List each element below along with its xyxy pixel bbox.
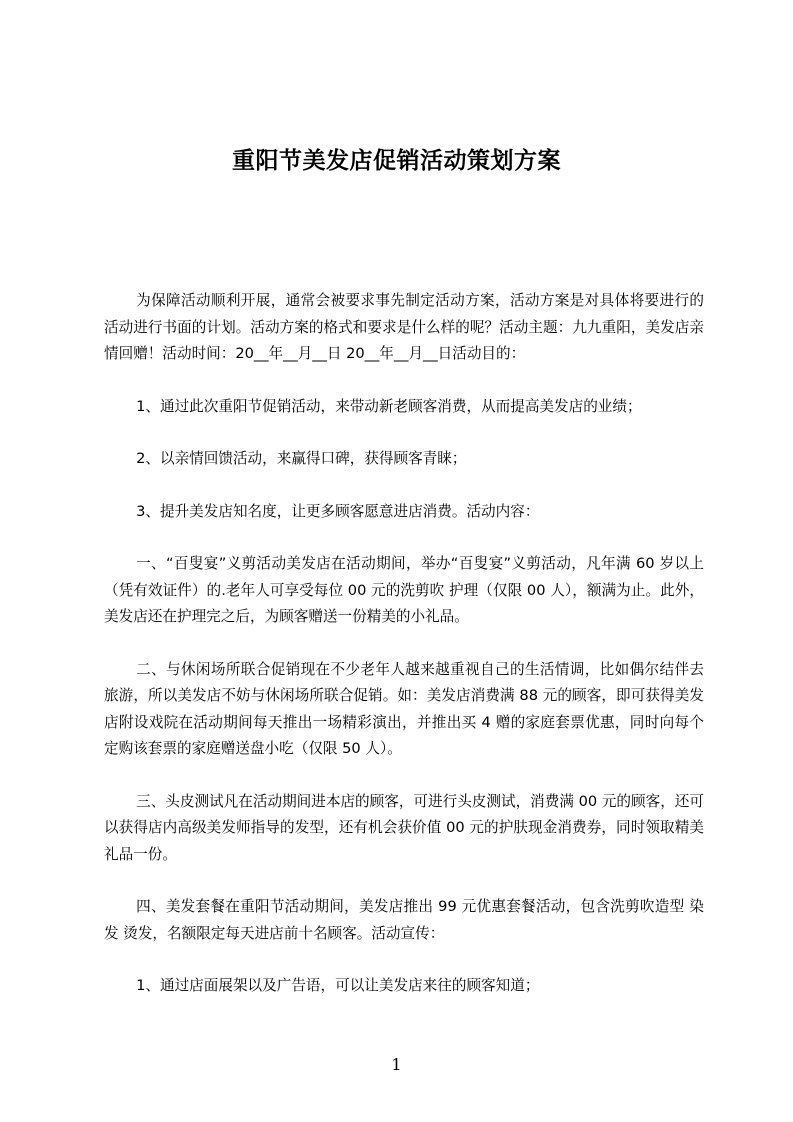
document-body [104, 288, 704, 1000]
paragraph-activity-4: 四、美发套餐在重阳节活动期间，美发店推出 99 元优惠套餐活动，包含洗剪吹造型 染发 烫发，名额限定每天进店前十名顾客。活动宣传： [104, 898, 704, 942]
paragraph-goal-1: 1、通过此次重阳节促销活动，来带动新老顾客消费，从而提高美发店的业绩； [136, 397, 642, 415]
paragraph-goal-3: 3、提升美发店知名度，让更多顾客愿意进店消费。活动内容： [136, 502, 540, 520]
paragraph-activity-2: 二、与休闲场所联合促销现在不少老年人越来越重视自己的生活情调，比如偶尔结伴去旅游，所以美发店不妨与休闲场所联合促销。如：美发店消费满 88 元的顾客，即可获得美发店附设戏院在活动期间每天推出一场精彩演出，并推出买 4 赠的家庭套票优惠，同时向每个定购该套票的家庭赠送盘小吃（仅限 50 人）。 [104, 660, 704, 757]
page-number: 1 [391, 1055, 402, 1074]
paragraph-promo-1: 1、通过店面展架以及广告语，可以让美发店来往的顾客知道； [136, 977, 540, 994]
paragraph-activity-3: 三、头皮测试凡在活动期间进本店的顾客，可进行头皮测试，消费满 00 元的顾客，还可以获得店内高级美发师指导的发型，还有机会获价值 00 元的护肤现金消费券，同时领取精美礼品一份。 [104, 792, 704, 863]
document-title: 重阳节美发店促销活动策划方案 [232, 148, 561, 174]
paragraph-activity-1: 一、“百叟宴”义剪活动美发店在活动期间，举办“百叟宴”义剪活动，凡年满 60 岁以上（凭有效证件）的.老年人可享受每位 00 元的洗剪吹 护理（仅限 00 人），额满为止。此外，美发店还在护理完之后，为顾客赠送一份精美的小礼品。 [104, 555, 704, 625]
paragraph-goal-2: 2、以亲情回馈活动，来赢得口碑，获得顾客青睐； [136, 450, 467, 467]
paragraph-intro: 为保障活动顺利开展，通常会被要求事先制定活动方案，活动方案是对具体将要进行的活动进行书面的计划。活动方案的格式和要求是什么样的呢？活动主题：九九重阳，美发店亲情回赠！活动时间：20__年__月__日 20__年__月__日活动目的： [104, 292, 704, 362]
